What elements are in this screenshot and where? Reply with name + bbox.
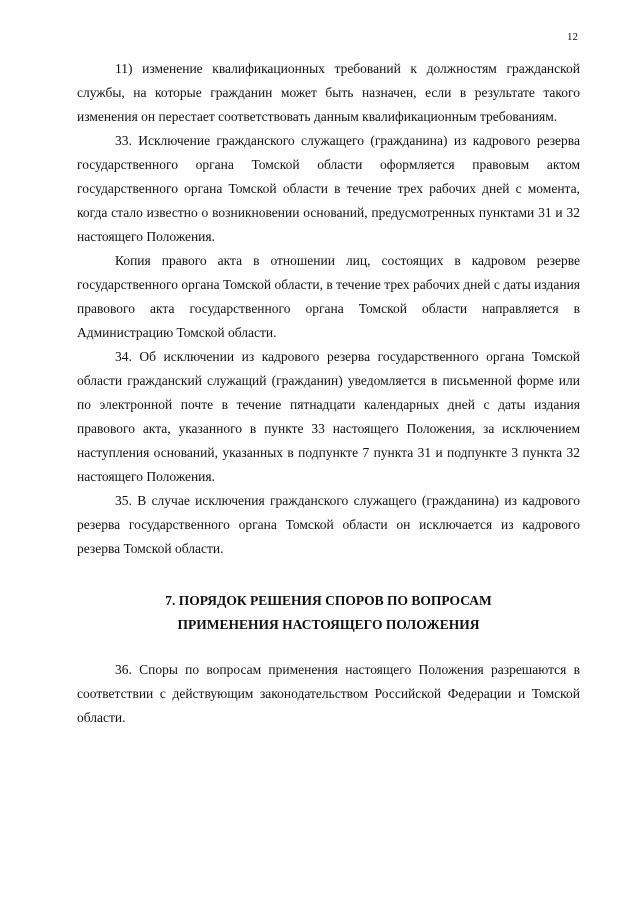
paragraph-item-11: 11) изменение квалификационных требований к должностям гражданской службы, на которые гражданин может быть назначен, если в результате такого изменения он перестает соответствовать данным квалификационным требованиям. (77, 61, 580, 124)
paragraph-item-34: 34. Об исключении из кадрового резерва государственного органа Томской области гражданский служащий (гражданин) уведомляется в письменной форме или по электронной почте в течение пятнадцати календарных дней с даты издания правового акта, указанного в пункте 33 настоящего Положения, за исключением наступления оснований, указанных в подпункте 7 пункта 31 и подпункте 3 пункта 32 настоящего Положения. (77, 349, 580, 484)
paragraph-copy-of-act: Копия правого акта в отношении лиц, состоящих в кадровом резерве государственного органа Томской области, в течение трех рабочих дней с даты издания правового акта государственного органа Томской области направляется в Администрацию Томской области. (77, 253, 580, 340)
section-heading (77, 589, 580, 637)
section-heading-line-2: ПРИМЕНЕНИЯ НАСТОЯЩЕГО ПОЛОЖЕНИЯ (177, 617, 480, 632)
section-heading-line-1: 7. ПОРЯДОК РЕШЕНИЯ СПОРОВ ПО ВОПРОСАМ (165, 593, 492, 608)
paragraph-item-33: 33. Исключение гражданского служащего (гражданина) из кадрового резерва государственного органа Томской области оформляется правовым актом государственного органа Томской области в течение трех рабочих дней с момента, когда стало известно о возникновении оснований, предусмотренных пунктами 31 и 32 настоящего Положения. (77, 133, 580, 244)
page-number: 12 (567, 31, 578, 43)
paragraph-item-36: 36. Споры по вопросам применения настоящего Положения разрешаются в соответствии с действующим законодательством Российской Федерации и Томской области. (77, 662, 580, 725)
paragraph-item-35: 35. В случае исключения гражданского служащего (гражданина) из кадрового резерва государственного органа Томской области он исключается из кадрового резерва Томской области. (77, 493, 580, 556)
